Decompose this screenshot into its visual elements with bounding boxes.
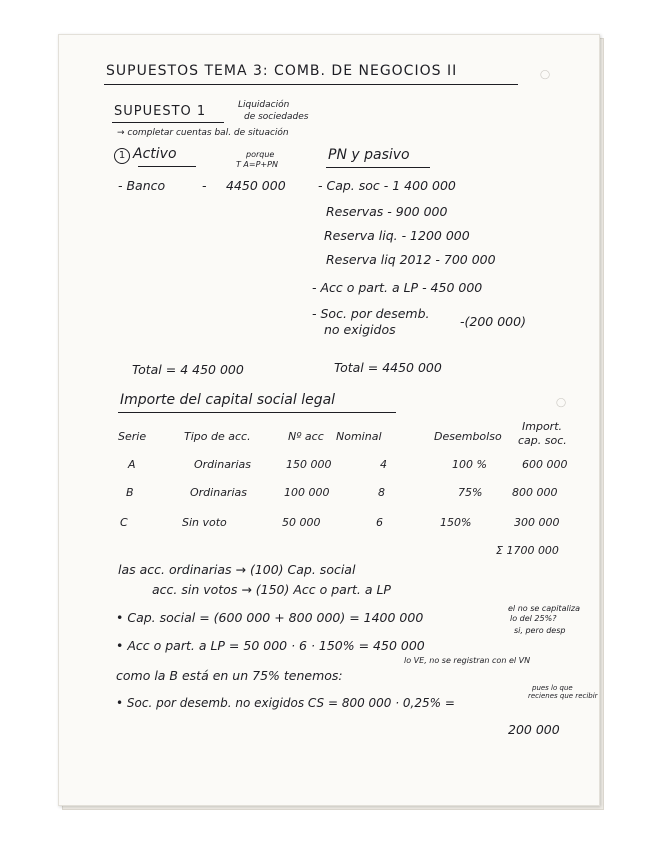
banco-dash: - [202, 178, 207, 193]
table-cell: A [128, 458, 136, 471]
bleed-through-mark: ◯ [556, 398, 567, 408]
activo-heading [114, 146, 177, 164]
note-line-como-la-b: como la B está en un 75% tenemos: [116, 668, 343, 683]
col-header-import: Import. [522, 420, 563, 433]
activo-underline [138, 166, 196, 167]
soc-desemb-side-note-1: pues lo que [532, 684, 573, 692]
pn-row-reservas: Reservas - 900 000 [326, 204, 448, 219]
note-line-acc-part: • Acc o part. a LP = 50 000 · 6 · 150% = 450 000 [116, 638, 425, 653]
capital-section-title: Importe del capital social legal [120, 392, 336, 408]
pn-pasivo-heading: PN y pasivo [328, 147, 410, 163]
table-cell: 800 000 [512, 486, 558, 499]
case-title: SUPUESTO 1 [114, 104, 207, 119]
table-cell: 8 [378, 486, 385, 499]
total-activo: Total = 4 450 000 [132, 362, 244, 377]
pn-row-no-exigidos: no exigidos [324, 322, 396, 337]
case-note-line-1: Liquidación [238, 100, 290, 110]
banco-value: 4450 000 [226, 178, 286, 193]
capital-sum: Σ 1700 000 [496, 544, 559, 557]
case-title-underline [112, 122, 224, 123]
table-cell: 75% [458, 486, 483, 499]
col-header-num-acc: Nº acc [288, 430, 324, 443]
section-number-circle: 1 [114, 148, 130, 164]
note-line-sin-voto: acc. sin votos → (150) Acc o part. a LP [152, 582, 391, 597]
note-line-soc-desemb: • Soc. por desemb. no exigidos CS = 800 000 · 0,25% = [116, 696, 455, 710]
pn-row-capital: - Cap. soc - 1 400 000 [318, 178, 456, 193]
pn-row-soc-desemb-value: -(200 000) [460, 314, 526, 329]
title-underline [104, 84, 518, 85]
table-cell: 50 000 [282, 516, 321, 529]
table-cell: 150% [440, 516, 472, 529]
table-cell: Ordinarias [190, 486, 247, 499]
col-header-desembolso: Desembolso [434, 430, 502, 443]
pn-row-acc-part: - Acc o part. a LP - 450 000 [312, 280, 483, 295]
bleed-through-mark: ◯ [540, 70, 551, 80]
instruction-note: → completar cuentas bal. de situación [117, 128, 289, 138]
pn-row-reserva-liq-2012: Reserva liq 2012 - 700 000 [326, 252, 496, 267]
cap-social-side-note-2: lo del 25%? [510, 614, 557, 623]
col-header-nominal: Nominal [336, 430, 382, 443]
table-cell: 300 000 [514, 516, 560, 529]
table-cell: 600 000 [522, 458, 568, 471]
note-result-value: 200 000 [508, 722, 560, 737]
case-note-line-2: de sociedades [244, 112, 309, 122]
pn-row-soc-desemb: - Soc. por desemb. [312, 306, 430, 321]
banco-label: - Banco [118, 178, 166, 193]
note-line-ordinarias: las acc. ordinarias → (100) Cap. social [118, 562, 356, 577]
porque-note: porque [246, 150, 275, 159]
activo-label: Activo [133, 146, 177, 162]
col-header-tipo: Tipo de acc. [184, 430, 251, 443]
acc-part-side-note: lo VE, no se registran con el VN [404, 656, 531, 665]
equation-note: T A=P+PN [236, 160, 278, 169]
table-cell: 150 000 [286, 458, 332, 471]
table-cell: Sin voto [182, 516, 227, 529]
table-cell: B [126, 486, 134, 499]
table-cell: 6 [376, 516, 383, 529]
cap-social-side-note-1: el no se capitaliza [508, 604, 581, 613]
table-cell: Ordinarias [194, 458, 251, 471]
total-pn-pasivo: Total = 4450 000 [334, 360, 442, 375]
table-cell: 100 000 [284, 486, 330, 499]
pn-row-reserva-liq: Reserva liq. - 1200 000 [324, 228, 470, 243]
capital-title-underline [118, 412, 396, 413]
cap-social-side-note-3: si, pero desp [514, 626, 566, 635]
col-header-cap-soc: cap. soc. [518, 434, 567, 447]
note-line-cap-social: • Cap. social = (600 000 + 800 000) = 1400 000 [116, 610, 424, 625]
table-cell: 4 [380, 458, 387, 471]
col-header-serie: Serie [118, 430, 147, 443]
soc-desemb-side-note-2: recienes que recibir [528, 692, 598, 700]
table-cell: 100 % [452, 458, 487, 471]
page-title: SUPUESTOS TEMA 3: COMB. DE NEGOCIOS II [106, 63, 458, 79]
table-cell: C [120, 516, 128, 529]
pn-pasivo-underline [326, 167, 430, 168]
